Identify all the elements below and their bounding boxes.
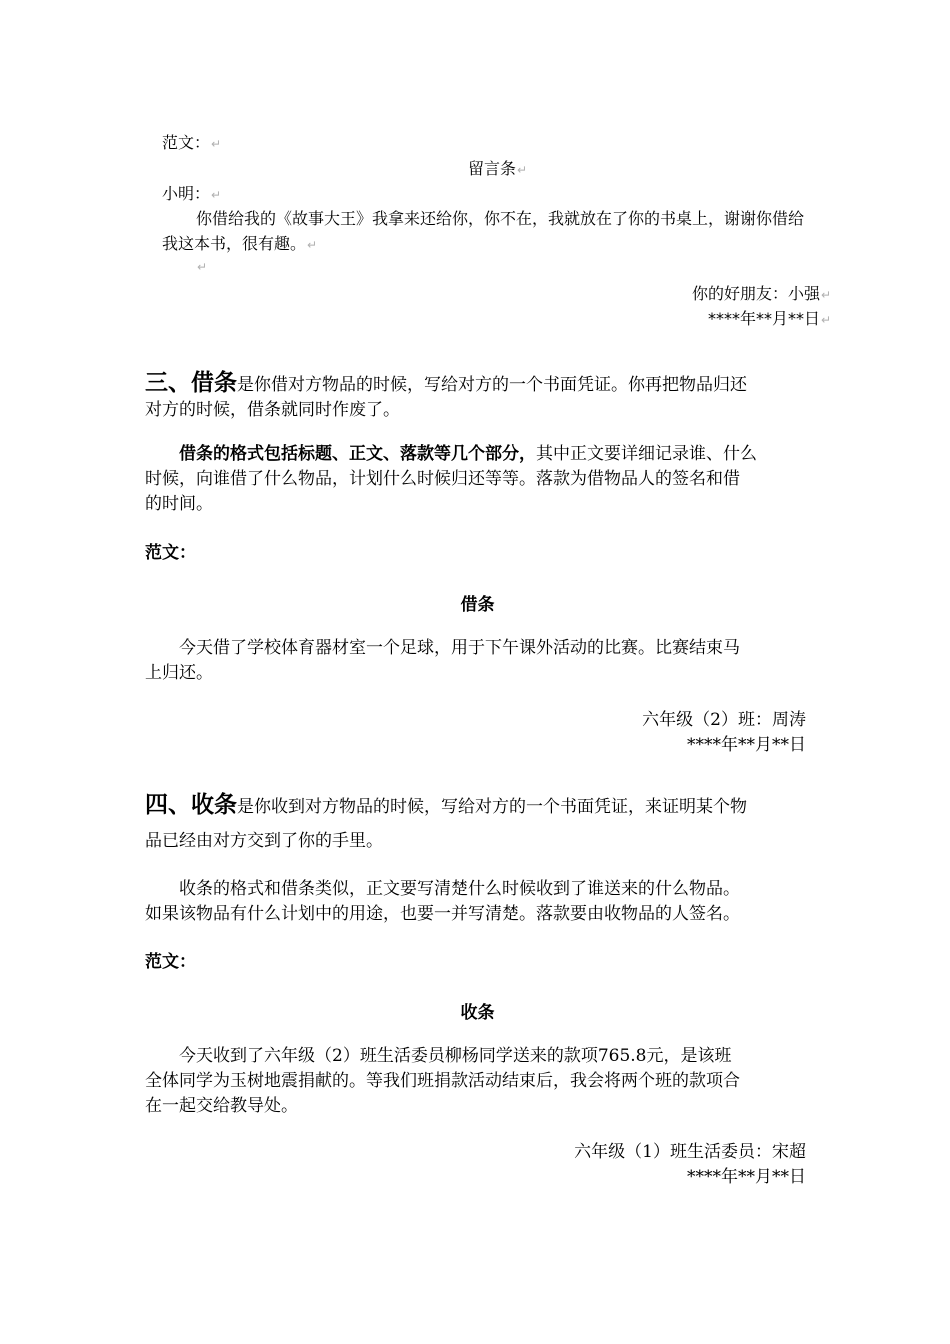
section3-intro: 三、借条是你借对方物品的时候，写给对方的一个书面凭证。你再把物品归还 对方的时候，借条就同时作废了。: [145, 369, 747, 420]
section3-sample-body: 今天借了学校体育器材室一个足球，用于下午课外活动的比赛。比赛结束马 上归还。: [145, 638, 740, 683]
section4-sample-body: 今天收到了六年级（2）班生活委员柳杨同学送来的款项765.8元，是该班 全体同学为玉树地震捐献的。等我们班捐款活动结束后，我会将两个班的款项合 在一起交给教导处。: [145, 1046, 740, 1116]
sample-label: 范文：↵: [162, 133, 222, 152]
section4-sample-title: 收条: [460, 1003, 495, 1023]
section4-heading: 四、收条: [145, 791, 237, 818]
section3-format: 借条的格式包括标题、正文、落款等几个部分，其中正文要详细记录谁、什么 时候，向谁借了什么物品，计划什么时候归还等等。落款为借物品人的签名和借 的时间。: [145, 444, 757, 514]
note-body-line: 我这本书，很有趣。↵: [162, 234, 318, 253]
section3-heading: 三、借条: [145, 369, 237, 396]
section3-sample-title: 借条: [460, 595, 495, 615]
section4-signature: 六年级（1）班生活委员：宋超: [574, 1142, 806, 1162]
empty-line-mark: ↵: [197, 260, 208, 274]
note-salutation: 小明：↵: [162, 184, 222, 203]
section3-signature: 六年级（2）班：周涛: [642, 710, 806, 730]
note-title: 留言条↵: [468, 159, 528, 178]
note-date: ****年**月**日↵: [708, 309, 832, 328]
section4-date: ****年**月**日: [687, 1167, 806, 1187]
note-signature: 你的好朋友：小强↵: [692, 284, 832, 303]
section3-sample-label: 范文：: [145, 543, 196, 563]
section4-format: 收条的格式和借条类似，正文要写清楚什么时候收到了谁送来的什么物品。 如果该物品有什么计划中的用途，也要一并写清楚。落款要由收物品的人签名。: [145, 879, 740, 924]
section4-sample-label: 范文：: [145, 952, 196, 972]
note-body-line: 你借给我的《故事大王》我拿来还给你，你不在，我就放在了你的书桌上，谢谢你借给: [196, 209, 805, 228]
section4-intro: 四、收条是你收到对方物品的时候，写给对方的一个书面凭证，来证明某个物 品已经由对方交到了你的手里。: [145, 791, 747, 851]
section3-date: ****年**月**日: [687, 735, 806, 755]
